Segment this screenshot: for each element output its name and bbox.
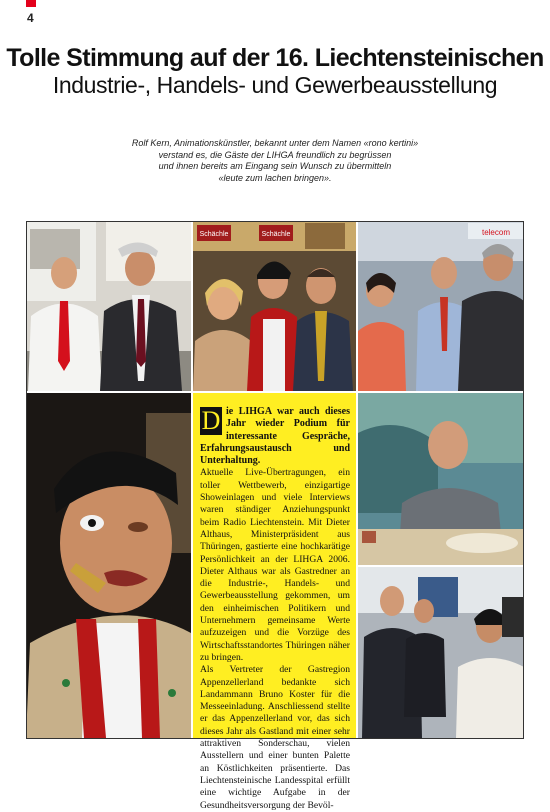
booth-sign-text: telecom: [481, 228, 511, 237]
intro-line: und ihnen bereits am Eingang sein Wunsch zu übermitteln: [158, 161, 392, 171]
intro-line: Rolf Kern, Animationskünstler, bekannt unter dem Namen «rono kertini»: [131, 138, 419, 148]
booth-sign-text: Schächle: [199, 231, 229, 238]
dropcap: D: [201, 406, 221, 435]
intro-line: verstand es, die Gäste der LIHGA freundlich zu begrüssen: [158, 149, 392, 160]
article-paragraph: Aktuelle Live-Übertragungen, ein toller Wettbewerb, einzigartige Showeinlagen und viele Interviews waren ständiger Anziehungspunkt beim Radio Liechtenstein. Mit Dieter Althaus, Ministerpräsident aus Thüringen, gastierte eine hochkarätige Persönlichkeit an der LIHGA 2006. Dieter Althaus war als Gastredner an die Industrie-, Handels- und Gewerbeausstellung gekommen, um den einheimischen Politikern und Unternehmern gemeinsame Werte aufzuzeigen und die Vorzüge des Wirtschaftsstandortes Thüringen näher zu bringen.: [200, 467, 350, 663]
photo-man-crafting: [358, 393, 524, 565]
photo-two-men-at-booth: [26, 221, 191, 391]
headline: Tolle Stimmung auf der 16. Liechtensteinischen: [6, 44, 544, 72]
article-lead: ie LIHGA war auch dieses Jahr wieder Podium für interessante Gespräche, Erfahrungsaustausch und Unterhaltung.: [200, 406, 350, 467]
page-marker: [26, 0, 36, 7]
photo-group-conversation: [358, 221, 524, 391]
intro-line: «leute zum lachen bringen».: [218, 172, 332, 183]
photo-clown-with-guests: [193, 221, 356, 391]
article-body: [200, 467, 350, 811]
subheadline: Industrie-, Handels- und Gewerbeausstellung: [52, 72, 498, 98]
intro-caption: [100, 138, 450, 184]
article-text-box: [193, 393, 356, 811]
article-paragraph: Als Vertreter der Gastregion Appenzellerland bedankte sich Landammann Bruno Koster für die Messeeinladung. Anschliessend stellte er das Appenzellerland vor, das sich dieses Jahr als Gastland mit einer sehr attraktiven Sonderschau, vielen Ausstellern und einer bunten Palette an Köstlichkeiten präsentierte. Das Liechtensteinische Landesspital erfüllt eine wichtige Aufgabe in der Gesundheitsversorgung der Bevöl-: [200, 664, 350, 811]
photo-clown-closeup: [26, 393, 191, 738]
booth-sign-text: Schächle: [261, 231, 291, 238]
photo-men-with-clown: [358, 567, 524, 738]
page-number: 4: [27, 11, 34, 25]
